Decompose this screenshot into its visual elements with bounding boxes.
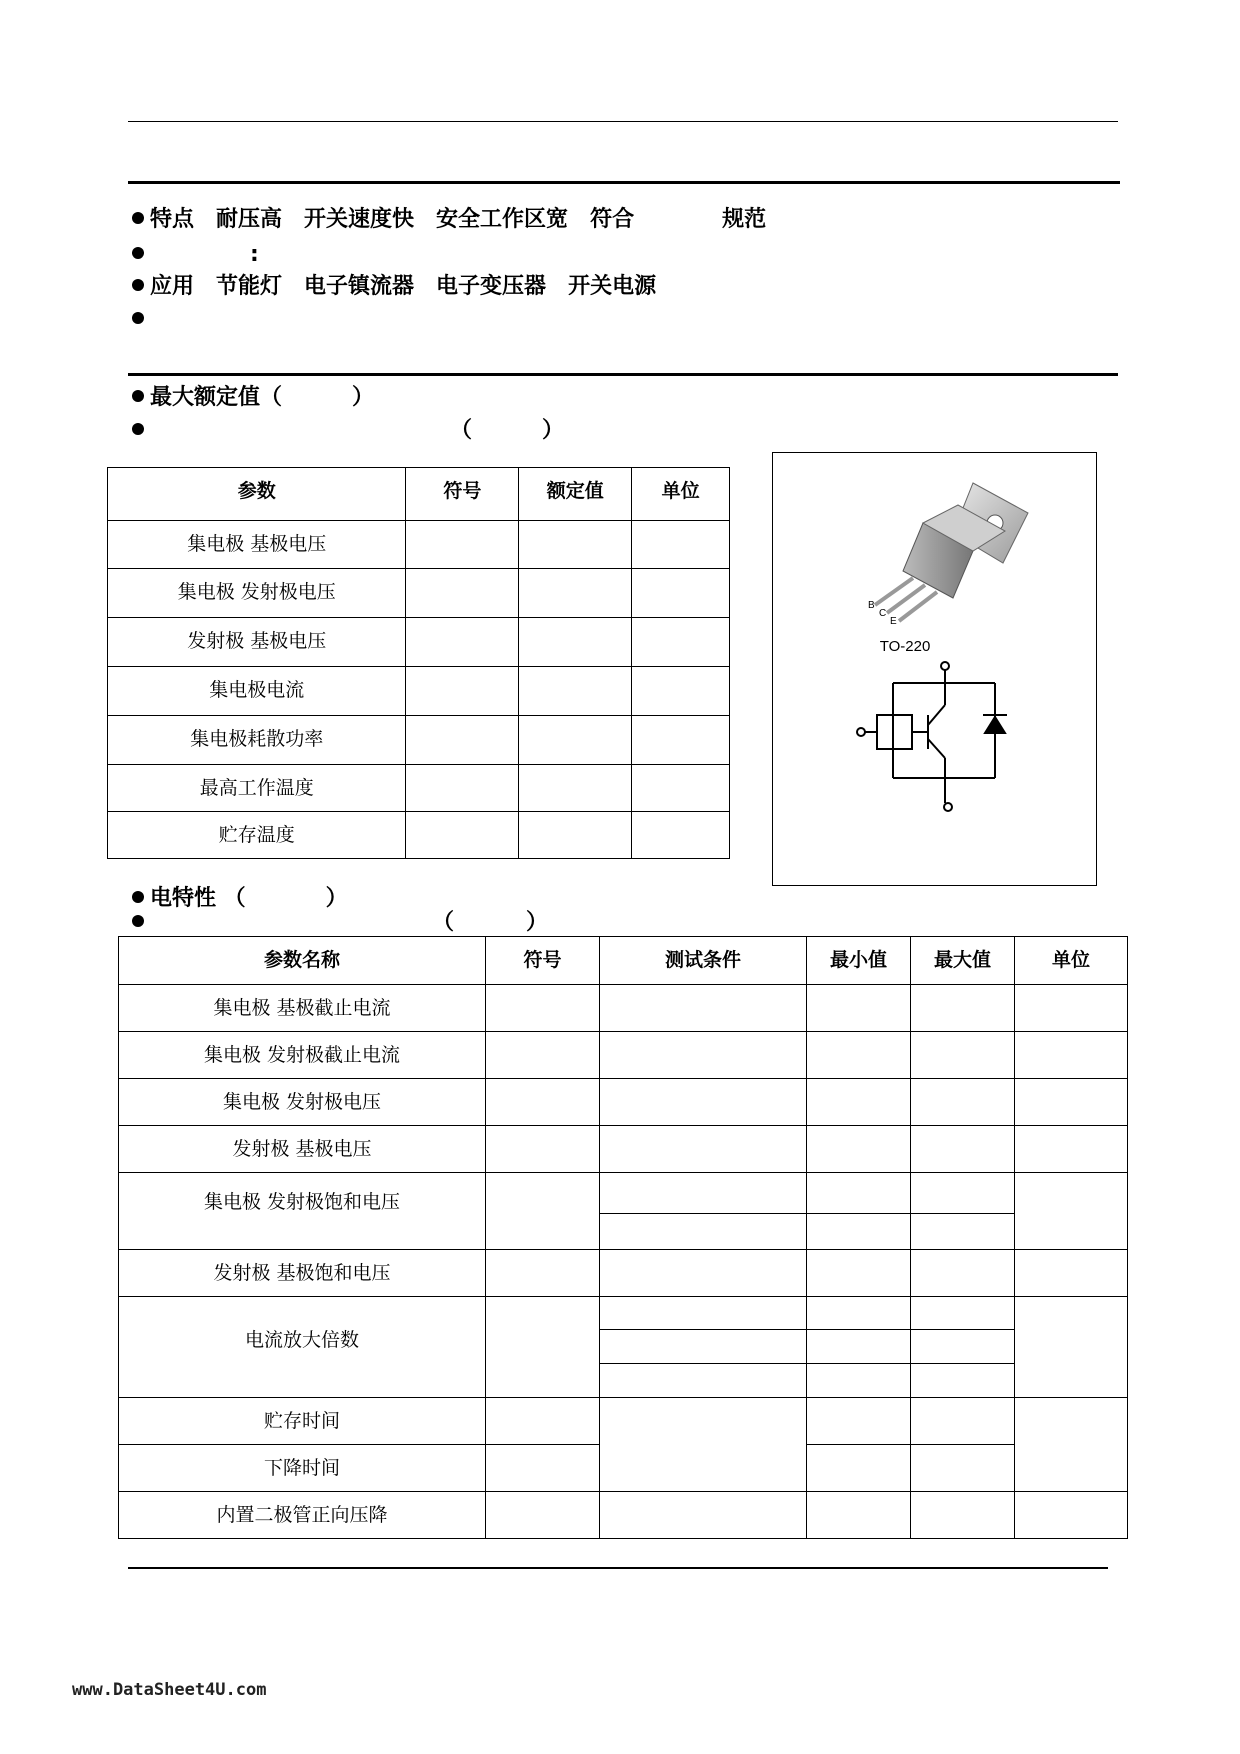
table-row <box>119 1079 1128 1126</box>
application-item: 开关电源 <box>568 274 657 299</box>
package-label: TO-220 <box>879 638 931 655</box>
param-name: 电流放大倍数 <box>119 1297 486 1398</box>
bullet-dot <box>132 423 144 435</box>
bullet-dot <box>132 915 144 927</box>
col-header: 额定值 <box>519 468 632 521</box>
section-rule-2 <box>128 373 1118 376</box>
pin-label-e: E <box>890 616 897 627</box>
table-row <box>119 1173 1128 1214</box>
paren-close: ） <box>542 418 565 443</box>
col-header: 最小值 <box>807 937 911 985</box>
param-name: 集电极 发射极电压 <box>119 1079 486 1126</box>
electrical-table <box>118 936 1128 1539</box>
param-name: 贮存时间 <box>119 1398 486 1445</box>
table-row <box>119 1250 1128 1297</box>
feature-item: 安全工作区宽 <box>436 207 569 232</box>
bullet-dot <box>132 312 144 324</box>
colon-mark: : <box>250 242 259 267</box>
max-ratings-title <box>132 383 374 413</box>
bullet-dot <box>132 390 144 402</box>
max-ratings-label: 最大额定值（ <box>150 385 283 410</box>
to220-package-image <box>875 483 1028 621</box>
table-row <box>108 618 730 667</box>
feature-item: 规范 <box>722 207 767 232</box>
col-header: 参数名称 <box>119 937 486 985</box>
application-item: 电子镇流器 <box>304 274 415 299</box>
application-item: 节能灯 <box>216 274 283 299</box>
param-name: 发射极 基极饱和电压 <box>119 1250 486 1297</box>
table-row <box>119 1492 1128 1539</box>
paren-close: ） <box>526 910 549 935</box>
paren-open: （ <box>432 910 455 935</box>
table-header-row <box>108 468 730 521</box>
application-item: 电子变压器 <box>436 274 547 299</box>
table-row <box>108 812 730 859</box>
package-diagram <box>773 453 1096 885</box>
empty-bullet-1 <box>132 240 259 270</box>
param-name: 发射极 基极电压 <box>119 1126 486 1173</box>
col-header: 单位 <box>632 468 730 521</box>
table-row <box>119 985 1128 1032</box>
paren-open: （ <box>450 418 473 443</box>
param-name: 贮存温度 <box>108 812 406 859</box>
param-name: 集电极 发射极饱和电压 <box>119 1173 486 1250</box>
electrical-sub <box>132 908 548 938</box>
table-row <box>108 521 730 569</box>
param-name: 下降时间 <box>119 1445 486 1492</box>
electrical-label: 电特性 （ <box>150 886 246 911</box>
table-row <box>119 1032 1128 1079</box>
footer-watermark: www.DataSheet4U.com <box>72 1680 267 1700</box>
section-rule-1 <box>128 181 1120 184</box>
param-name: 集电极 基极截止电流 <box>119 985 486 1032</box>
table-row <box>108 765 730 812</box>
bullet-dot <box>132 212 144 224</box>
bullet-dot <box>132 891 144 903</box>
features-line <box>132 205 788 235</box>
param-name: 内置二极管正向压降 <box>119 1492 486 1539</box>
col-header: 最大值 <box>911 937 1015 985</box>
features-label: 特点 <box>150 207 195 232</box>
table-row <box>119 1398 1128 1445</box>
col-header: 符号 <box>406 468 519 521</box>
param-name: 最高工作温度 <box>108 765 406 812</box>
table-row <box>119 1297 1128 1330</box>
package-diagram-box <box>772 452 1097 886</box>
bullet-dot <box>132 279 144 291</box>
max-ratings-close: ） <box>352 385 375 410</box>
col-header: 符号 <box>486 937 600 985</box>
feature-item: 耐压高 <box>216 207 283 232</box>
empty-bullet-2 <box>132 305 150 335</box>
param-name: 集电极电流 <box>108 667 406 716</box>
table-row <box>108 667 730 716</box>
col-header: 单位 <box>1015 937 1128 985</box>
param-name: 集电极 基极电压 <box>108 521 406 569</box>
top-rule <box>128 121 1118 122</box>
param-name: 集电极 发射极电压 <box>108 569 406 618</box>
applications-label: 应用 <box>150 274 195 299</box>
col-header: 参数 <box>108 468 406 521</box>
bottom-rule <box>128 1567 1108 1569</box>
feature-item: 符合 <box>590 207 635 232</box>
applications-line <box>132 272 678 302</box>
transistor-schematic <box>857 662 1007 811</box>
electrical-close: ） <box>325 886 348 911</box>
table-header-row <box>119 937 1128 985</box>
max-ratings-table <box>107 467 730 859</box>
bullet-dot <box>132 247 144 259</box>
col-header: 测试条件 <box>600 937 807 985</box>
pin-label-b: B <box>868 600 875 611</box>
table-row <box>108 716 730 765</box>
max-ratings-sub <box>132 416 564 446</box>
pin-label-c: C <box>879 608 887 619</box>
param-name: 集电极耗散功率 <box>108 716 406 765</box>
param-name: 发射极 基极电压 <box>108 618 406 667</box>
feature-item: 开关速度快 <box>304 207 415 232</box>
param-name: 集电极 发射极截止电流 <box>119 1032 486 1079</box>
table-row <box>108 569 730 618</box>
table-row <box>119 1126 1128 1173</box>
